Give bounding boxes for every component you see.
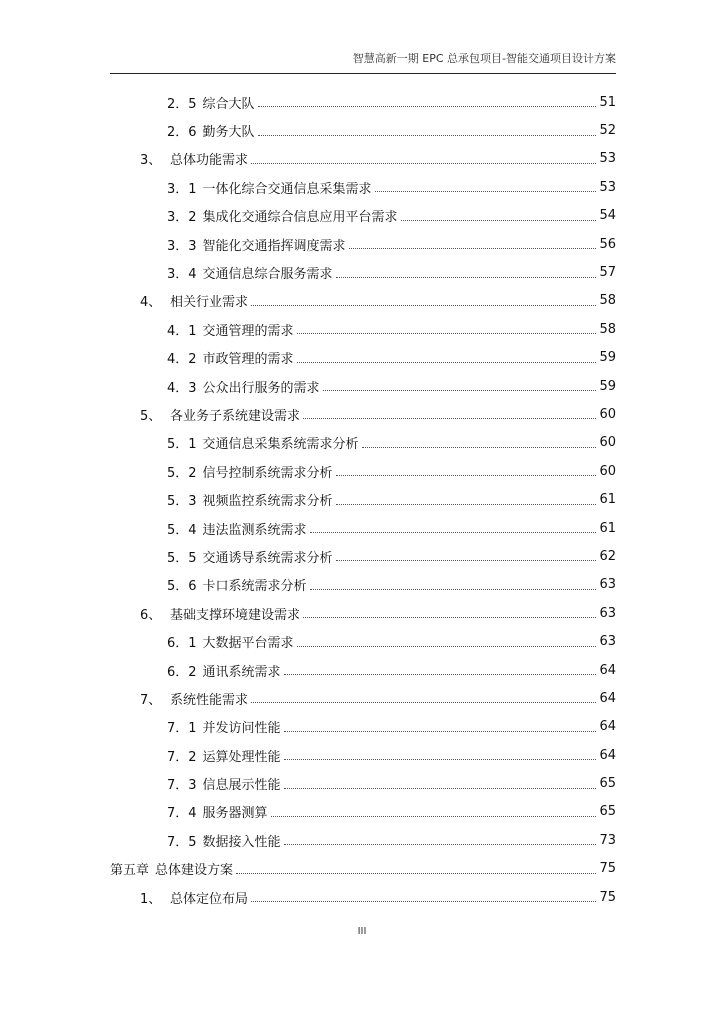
toc-entry-label — [167, 774, 284, 793]
toc-entry-number: 6．1 — [167, 636, 197, 652]
toc-entry-page: 65 — [599, 804, 616, 820]
toc-entry[interactable] — [110, 173, 616, 201]
toc-entry-title: 相关行业需求 — [170, 295, 249, 311]
toc-entry-number: 5、 — [140, 408, 162, 424]
toc-entry-label — [167, 632, 297, 651]
toc-dot-leader — [297, 333, 597, 334]
toc-dot-leader — [336, 560, 597, 561]
toc-entry-title: 卡口系统需求分析 — [202, 579, 307, 595]
toc-dot-leader — [310, 589, 597, 590]
toc-entry-label — [167, 178, 375, 197]
toc-entry-label — [167, 263, 336, 282]
toc-entry-number: 4．2 — [167, 352, 197, 368]
toc-dot-leader — [323, 390, 597, 391]
toc-entry-label — [167, 462, 336, 481]
toc-entry-number: 3．1 — [167, 181, 197, 197]
toc-entry-number: 5．1 — [167, 437, 197, 453]
toc-entry-number: 7．3 — [167, 778, 197, 794]
toc-entry[interactable] — [110, 315, 616, 343]
toc-entry-title: 智能化交通指挥调度需求 — [202, 238, 346, 254]
toc-entry-page: 60 — [599, 406, 616, 422]
toc-entry-label — [167, 746, 284, 765]
toc-entry-page: 64 — [599, 662, 616, 678]
toc-entry-label — [140, 405, 303, 424]
toc-entry-page: 59 — [599, 350, 616, 366]
toc-dot-leader — [336, 277, 597, 278]
toc-entry[interactable] — [110, 571, 616, 599]
toc-entry-title: 通讯系统需求 — [202, 664, 281, 680]
toc-dot-leader — [258, 135, 597, 136]
toc-entry[interactable] — [110, 883, 616, 911]
toc-dot-leader — [251, 901, 596, 902]
toc-dot-leader — [310, 532, 597, 533]
toc-entry-title: 视频监控系统需求分析 — [202, 494, 333, 510]
toc-entry-label — [140, 291, 251, 310]
toc-entry-number: 5．4 — [167, 522, 197, 538]
toc-dot-leader — [336, 475, 597, 476]
toc-entry-number: 7．2 — [167, 749, 197, 765]
toc-dot-leader — [251, 702, 596, 703]
toc-entry-number: 6．2 — [167, 664, 197, 680]
toc-entry-number: 5．2 — [167, 465, 197, 481]
toc-entry-page: 58 — [599, 293, 616, 309]
toc-entry[interactable] — [110, 230, 616, 258]
toc-entry-page: 54 — [599, 208, 616, 224]
toc-dot-leader — [303, 418, 596, 419]
header-rule — [110, 73, 616, 74]
toc-entry[interactable] — [110, 485, 616, 513]
toc-entry[interactable] — [110, 741, 616, 769]
toc-entry-label — [167, 348, 297, 367]
toc-entry-number: 5．5 — [167, 550, 197, 566]
toc-entry[interactable] — [110, 145, 616, 173]
toc-entry-page: 52 — [599, 123, 616, 139]
toc-entry-page: 61 — [599, 492, 616, 508]
toc-entry-title: 大数据平台需求 — [202, 636, 294, 652]
toc-entry-label — [167, 831, 284, 850]
toc-dot-leader — [284, 731, 597, 732]
toc-entry-label — [110, 859, 236, 878]
toc-entry-page: 56 — [599, 236, 616, 252]
toc-entry-title: 各业务子系统建设需求 — [170, 408, 301, 424]
toc-entry-number: 1、 — [140, 891, 162, 907]
toc-entry-title: 系统性能需求 — [170, 692, 249, 708]
toc-entry-title: 信号控制系统需求分析 — [202, 465, 333, 481]
toc-entry-label — [167, 802, 271, 821]
toc-entry-number: 3、 — [140, 153, 162, 169]
toc-entry-title: 公众出行服务的需求 — [202, 380, 320, 396]
toc-dot-leader — [303, 617, 596, 618]
toc-entry-title: 交通诱导系统需求分析 — [202, 550, 333, 566]
toc-entry-page: 64 — [599, 719, 616, 735]
toc-entry-number: 6、 — [140, 607, 162, 623]
toc-entry-label — [167, 433, 362, 452]
toc-entry-page: 58 — [599, 321, 616, 337]
toc-entry-title: 服务器测算 — [202, 806, 268, 822]
toc-entry-title: 集成化交通综合信息应用平台需求 — [202, 210, 398, 226]
toc-entry-title: 勤务大队 — [202, 125, 255, 141]
toc-entry[interactable] — [110, 287, 616, 315]
toc-entry-page: 51 — [599, 94, 616, 110]
toc-entry-label — [167, 93, 258, 112]
toc-entry-page: 75 — [599, 861, 616, 877]
toc-dot-leader — [297, 646, 597, 647]
toc-entry-title: 综合大队 — [202, 96, 255, 112]
toc-entry-label — [140, 888, 251, 907]
toc-entry[interactable] — [110, 429, 616, 457]
toc-entry-title: 交通管理的需求 — [202, 323, 294, 339]
toc-entry[interactable] — [110, 542, 616, 570]
table-of-contents — [110, 88, 616, 911]
toc-entry-page: 73 — [599, 832, 616, 848]
toc-entry-title: 运算处理性能 — [202, 749, 281, 765]
toc-entry-page: 63 — [599, 605, 616, 621]
toc-dot-leader — [375, 191, 597, 192]
toc-entry-number: 4．1 — [167, 323, 197, 339]
toc-entry-number: 3．2 — [167, 210, 197, 226]
toc-dot-leader — [297, 362, 597, 363]
toc-entry-label — [167, 235, 349, 254]
toc-dot-leader — [251, 163, 596, 164]
toc-entry-label — [167, 206, 401, 225]
running-header: 智慧高新一期 EPC 总承包项目-智能交通项目设计方案 — [352, 52, 616, 65]
toc-dot-leader — [336, 504, 597, 505]
toc-entry-title: 交通信息采集系统需求分析 — [202, 437, 359, 453]
toc-dot-leader — [251, 305, 596, 306]
toc-dot-leader — [401, 220, 597, 221]
toc-entry-number: 第五章 — [110, 863, 150, 879]
toc-dot-leader — [349, 248, 597, 249]
toc-entry[interactable] — [110, 258, 616, 286]
toc-entry-title: 总体功能需求 — [170, 153, 249, 169]
toc-entry-page: 62 — [599, 548, 616, 564]
toc-entry[interactable] — [110, 344, 616, 372]
toc-entry-page: 60 — [599, 463, 616, 479]
toc-entry[interactable] — [110, 713, 616, 741]
toc-entry-label — [167, 490, 336, 509]
toc-entry-page: 65 — [599, 776, 616, 792]
toc-dot-leader — [236, 873, 596, 874]
toc-entry-number: 4．3 — [167, 380, 197, 396]
toc-entry-number: 5．6 — [167, 579, 197, 595]
toc-entry-number: 7．1 — [167, 721, 197, 737]
toc-entry[interactable] — [110, 599, 616, 627]
toc-entry-label — [167, 717, 284, 736]
toc-entry[interactable] — [110, 627, 616, 655]
toc-entry[interactable] — [110, 798, 616, 826]
toc-entry-label — [167, 377, 323, 396]
toc-dot-leader — [258, 106, 597, 107]
toc-entry-label — [167, 661, 284, 680]
toc-dot-leader — [362, 447, 597, 448]
page-number: III — [357, 926, 367, 937]
toc-entry-title: 数据接入性能 — [202, 834, 281, 850]
toc-dot-leader — [284, 788, 597, 789]
toc-entry-label — [140, 149, 251, 168]
toc-entry-page: 53 — [599, 151, 616, 167]
toc-entry-number: 3．3 — [167, 238, 197, 254]
toc-entry-number: 4、 — [140, 295, 162, 311]
toc-entry-number: 2．5 — [167, 96, 197, 112]
toc-entry-title: 信息展示性能 — [202, 778, 281, 794]
toc-entry-label — [140, 689, 251, 708]
toc-entry[interactable] — [110, 684, 616, 712]
toc-entry[interactable] — [110, 514, 616, 542]
toc-entry-title: 总体建设方案 — [155, 863, 234, 879]
toc-entry-page: 64 — [599, 690, 616, 706]
toc-entry-number: 2．6 — [167, 125, 197, 141]
toc-entry-number: 5．3 — [167, 494, 197, 510]
toc-entry-title: 基础支撑环境建设需求 — [170, 607, 301, 623]
toc-entry[interactable] — [110, 457, 616, 485]
toc-entry-page: 64 — [599, 747, 616, 763]
toc-entry[interactable] — [110, 769, 616, 797]
toc-entry[interactable] — [110, 116, 616, 144]
toc-entry-number: 7．5 — [167, 834, 197, 850]
toc-dot-leader — [284, 844, 597, 845]
toc-entry[interactable] — [110, 656, 616, 684]
toc-entry[interactable] — [110, 88, 616, 116]
toc-entry-title: 交通信息综合服务需求 — [202, 267, 333, 283]
toc-entry-label — [167, 320, 297, 339]
toc-entry-label — [167, 121, 258, 140]
toc-entry-label — [167, 575, 310, 594]
toc-dot-leader — [284, 674, 597, 675]
toc-dot-leader — [271, 816, 597, 817]
toc-entry[interactable] — [110, 372, 616, 400]
toc-entry-page: 63 — [599, 577, 616, 593]
toc-entry-label — [140, 604, 303, 623]
toc-entry-page: 61 — [599, 520, 616, 536]
toc-entry-title: 市政管理的需求 — [202, 352, 294, 368]
toc-entry-title: 违法监测系统需求 — [202, 522, 307, 538]
toc-entry[interactable] — [110, 202, 616, 230]
toc-entry-title: 并发访问性能 — [202, 721, 281, 737]
toc-entry[interactable] — [110, 826, 616, 854]
toc-entry-number: 7．4 — [167, 806, 197, 822]
toc-entry-page: 59 — [599, 378, 616, 394]
toc-entry-title: 一体化综合交通信息采集需求 — [202, 181, 372, 197]
toc-entry-page: 60 — [599, 435, 616, 451]
toc-entry-page: 63 — [599, 634, 616, 650]
toc-entry-page: 57 — [599, 265, 616, 281]
toc-entry[interactable] — [110, 855, 616, 883]
toc-entry-number: 7、 — [140, 692, 162, 708]
toc-entry-page: 53 — [599, 179, 616, 195]
toc-dot-leader — [284, 759, 597, 760]
toc-entry-label — [167, 547, 336, 566]
toc-entry-title: 总体定位布局 — [170, 891, 249, 907]
toc-entry[interactable] — [110, 400, 616, 428]
toc-entry-page: 75 — [599, 889, 616, 905]
toc-entry-number: 3．4 — [167, 267, 197, 283]
toc-entry-label — [167, 519, 310, 538]
